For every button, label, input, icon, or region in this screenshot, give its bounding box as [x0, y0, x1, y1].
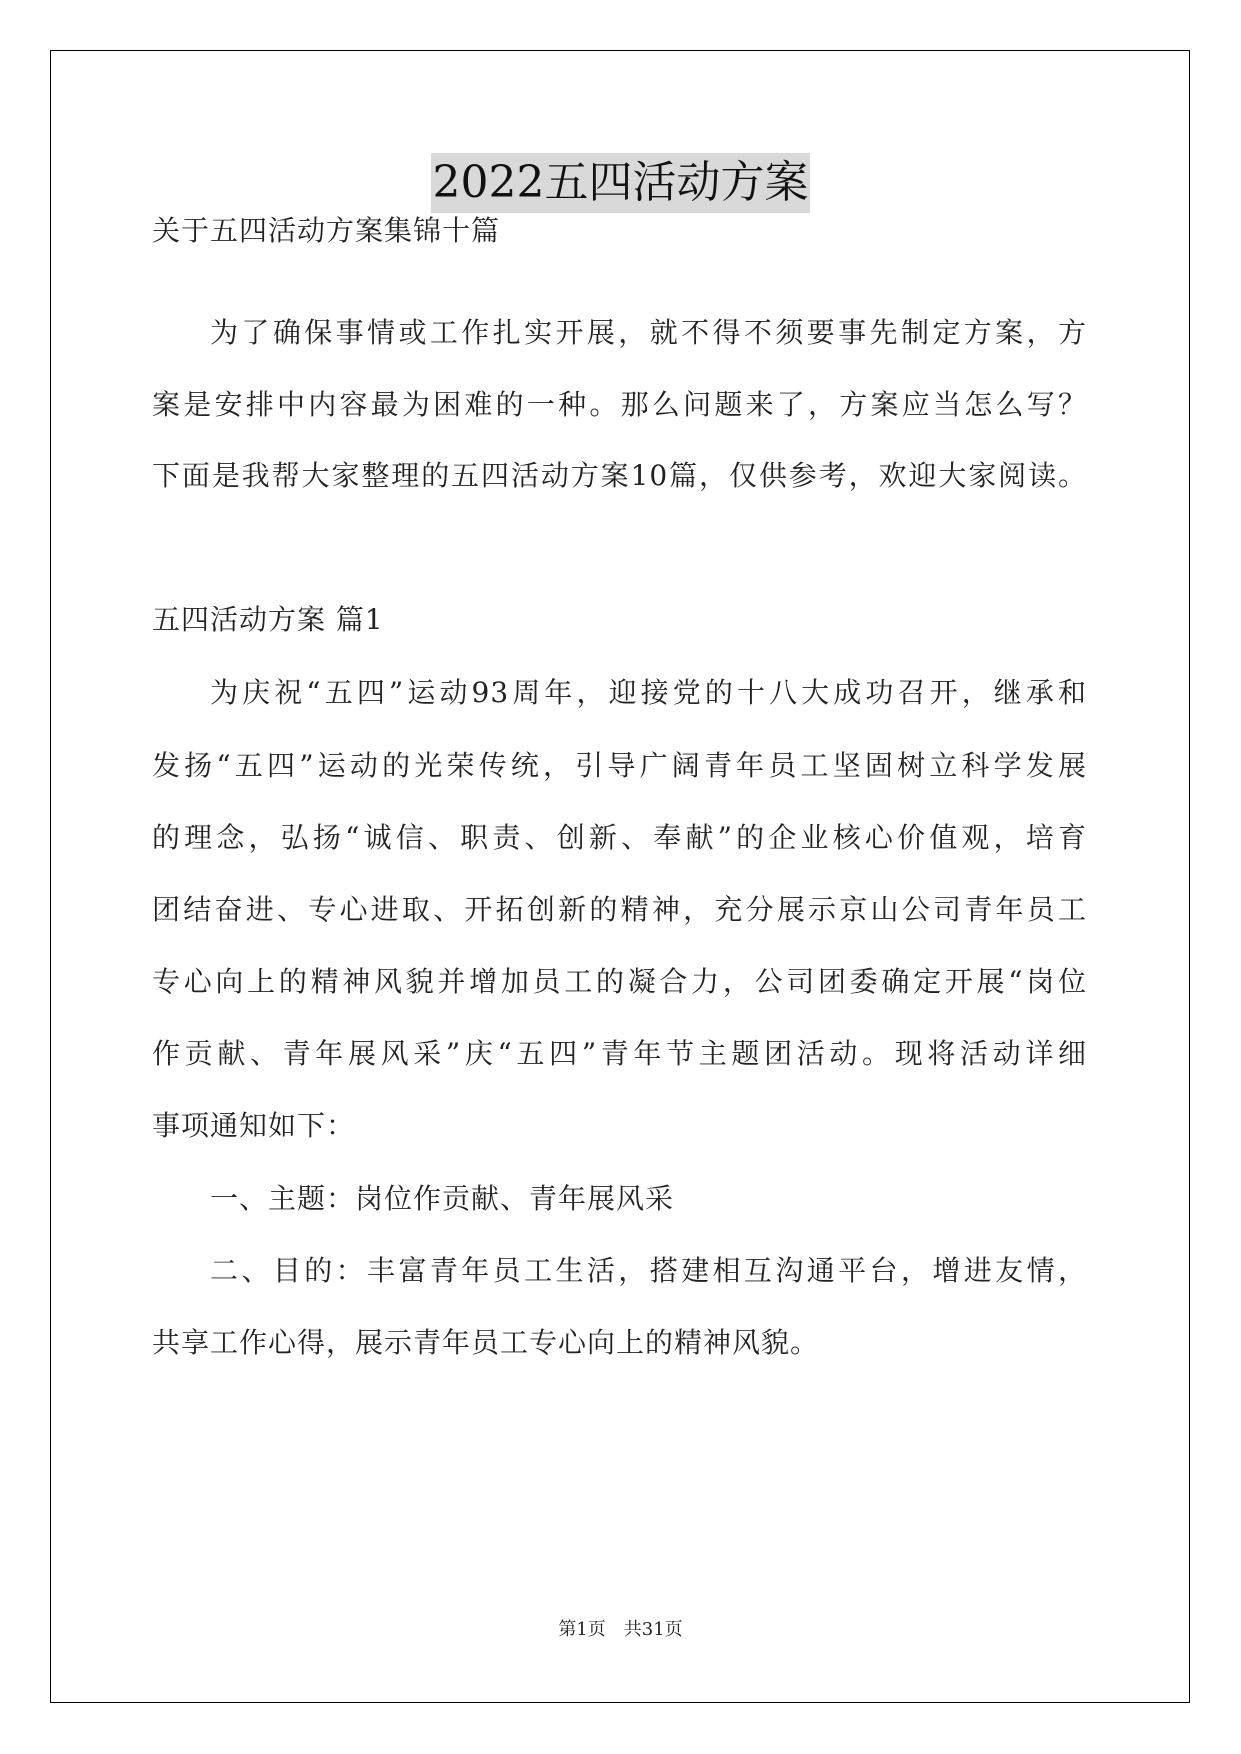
intro-line-1: 为了确保事情或工作扎实开展，就不得不须要事先制定方案，方	[210, 316, 1087, 349]
body-line-2: 发扬“五四”运动的光荣传统，引导广阔青年员工坚固树立科学发展	[152, 749, 1087, 782]
body-line-1: 为庆祝“五四”运动93周年，迎接党的十八大成功召开，继承和	[210, 676, 1087, 709]
document-title: 2022五四活动方案	[431, 153, 811, 213]
body-line-6: 作贡献、青年展风采”庆“五四”青年节主题团活动。现将活动详细	[152, 1037, 1087, 1070]
document-subtitle: 关于五四活动方案集锦十篇	[152, 214, 501, 247]
body-line-7: 事项通知如下：	[152, 1109, 356, 1142]
intro-line-3: 下面是我帮大家整理的五四活动方案10篇，仅供参考，欢迎大家阅读。	[152, 459, 1087, 492]
intro-line-2: 案是安排中内容最为困难的一种。那么问题来了，方案应当怎么写？	[152, 388, 1087, 421]
page-border	[50, 50, 1190, 1703]
body-line-3: 的理念，弘扬“诚信、职责、创新、奉献”的企业核心价值观，培育	[152, 821, 1087, 854]
title-container	[0, 153, 1241, 213]
body-line-4: 团结奋进、专心进取、开拓创新的精神，充分展示京山公司青年员工	[152, 893, 1087, 926]
item-purpose-line-2: 共享工作心得，展示青年员工专心向上的精神风貌。	[152, 1326, 820, 1359]
page-footer: 第1页 共31页	[558, 1619, 683, 1640]
item-purpose-line-1: 二、目的：丰富青年员工生活，搭建相互沟通平台，增进友情，	[210, 1254, 1087, 1287]
item-theme: 一、主题：岗位作贡献、青年展风采	[210, 1182, 675, 1215]
section-heading: 五四活动方案 篇1	[152, 603, 384, 636]
body-line-5: 专心向上的精神风貌并增加员工的凝合力，公司团委确定开展“岗位	[152, 965, 1087, 998]
